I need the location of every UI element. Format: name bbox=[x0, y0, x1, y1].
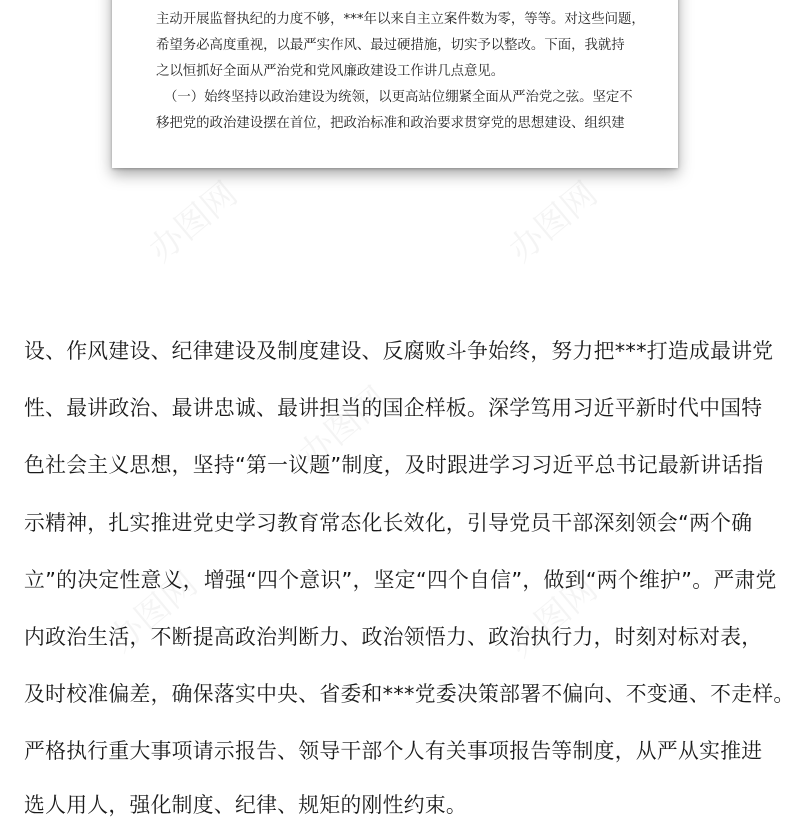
watermark: 办图网 bbox=[291, 379, 396, 476]
watermark: 办图网 bbox=[501, 174, 606, 271]
watermark: 办图网 bbox=[501, 569, 606, 666]
body-line: 立”的决定性意义，增强“四个意识”，坚定“四个自信”，做到“两个维护”。严肃党 bbox=[24, 568, 777, 592]
body-line: 选人用人，强化制度、纪律、规矩的刚性约束。 bbox=[24, 793, 468, 817]
body-line: 及时校准偏差，确保落实中央、省委和***党委决策部署不偏向、不变通、不走样。 bbox=[24, 682, 795, 706]
preview-line: 希望务必高度重视，以最严实作风、最过硬措施，切实予以整改。下面，我就持 bbox=[156, 38, 625, 53]
body-line: 色社会主义思想，坚持“第一议题”制度，及时跟进学习习近平总书记最新讲话指 bbox=[24, 453, 764, 477]
preview-line: 移把党的政治建设摆在首位，把政治标准和政治要求贯穿党的思想建设、组织建 bbox=[156, 116, 625, 131]
preview-line: （一）始终坚持以政治建设为统领，以更高站位绷紧全面从严治党之弦。坚定不 bbox=[164, 90, 633, 105]
watermark: 办图网 bbox=[101, 564, 206, 661]
body-line: 示精神，扎实推进党史学习教育常态化长效化，引导党员干部深刻领会“两个确 bbox=[24, 511, 753, 535]
body-line: 严格执行重大事项请示报告、领导干部个人有关事项报告等制度，从严从实推进 bbox=[24, 739, 763, 763]
watermark: 办图网 bbox=[141, 174, 246, 271]
body-line: 内政治生活，不断提高政治判断力、政治领悟力、政治执行力，时刻对标对表， bbox=[24, 625, 763, 649]
body-line: 设、作风建设、纪律建设及制度建设、反腐败斗争始终，努力把***打造成最讲党 bbox=[24, 339, 774, 363]
preview-line: 主动开展监督执纪的力度不够，***年以来自主立案件数为零，等等。对这些问题， bbox=[156, 12, 645, 27]
body-line: 性、最讲政治、最讲忠诚、最讲担当的国企样板。深学笃用习近平新时代中国特 bbox=[24, 396, 763, 420]
preview-line: 之以恒抓好全面从严治党和党风廉政建设工作讲几点意见。 bbox=[156, 64, 505, 79]
